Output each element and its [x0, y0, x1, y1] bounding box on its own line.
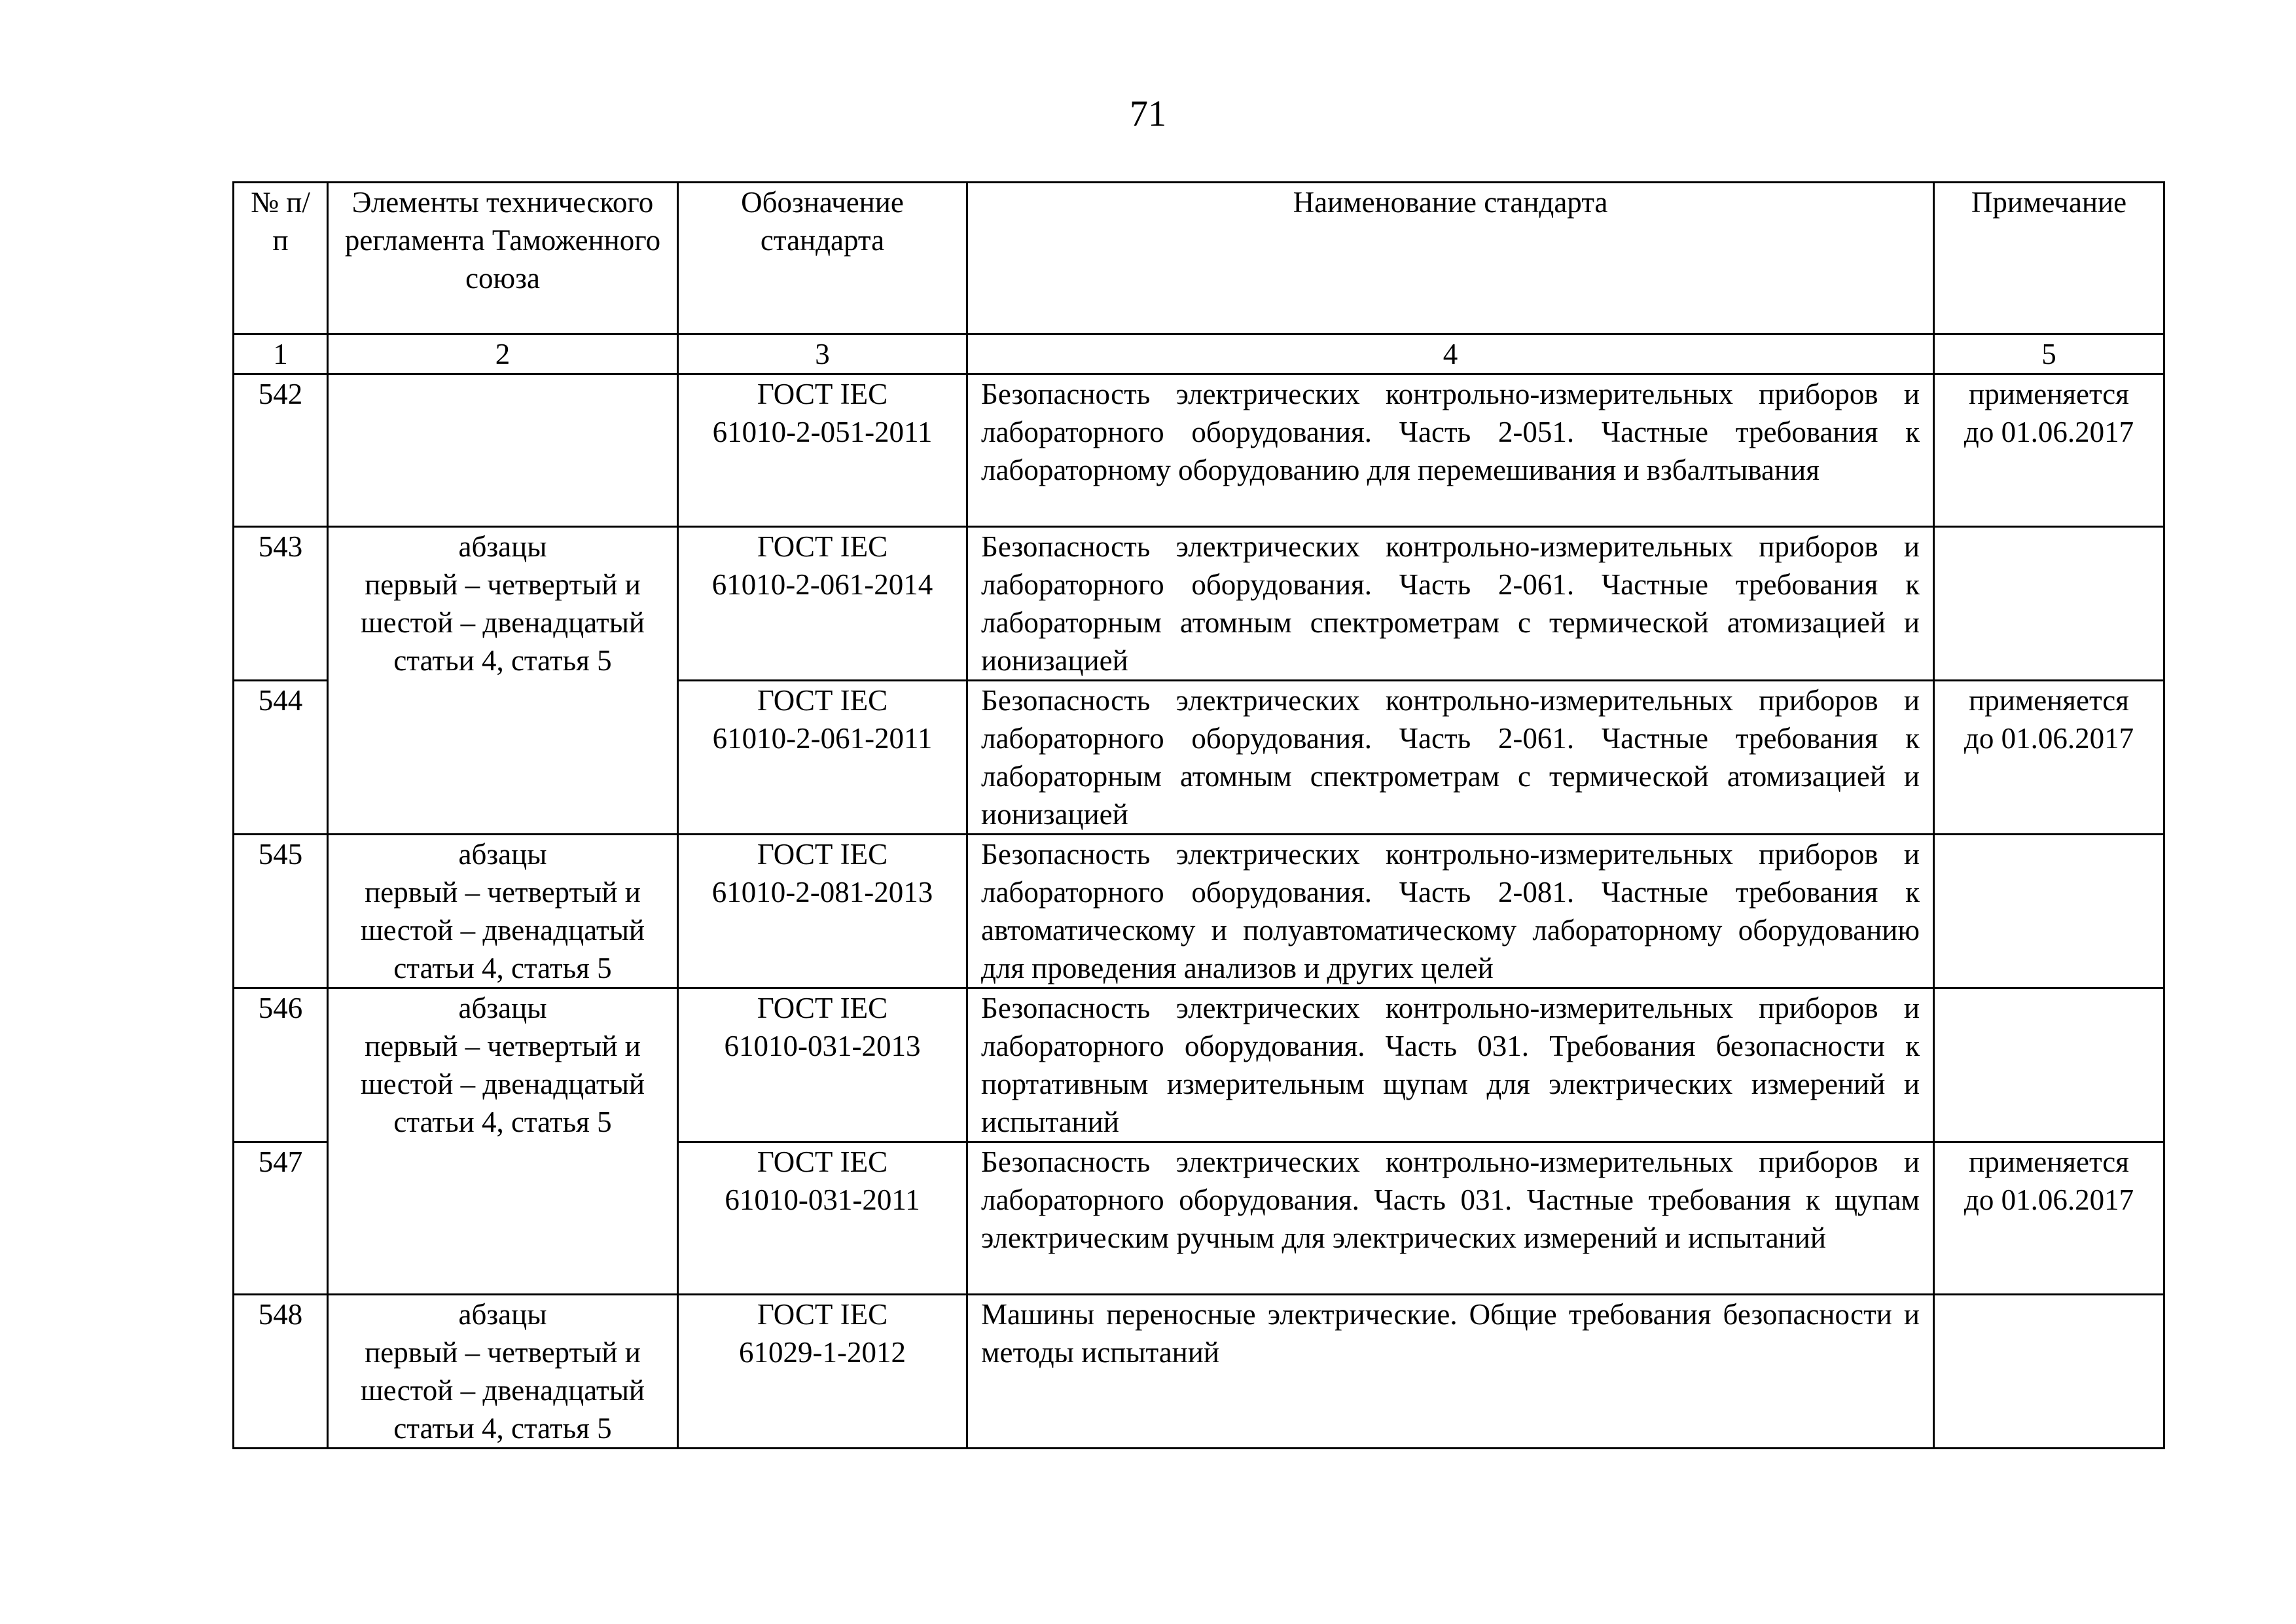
row-standard-name: Машины переносные электрические. Общие требования безопасности и методы испытаний [967, 1295, 1934, 1449]
row-standard-name: Безопасность электрических контрольно-измерительных приборов и лабораторного оборудования. Часть 031. Частные требования к щупам электрическим ручным для электрических измерений и испытаний [967, 1142, 1934, 1295]
header-number: № п/п [234, 183, 328, 334]
table-row [234, 835, 2164, 988]
row-designation: ГОСТ IEC 61010-2-061-2014 [678, 527, 967, 681]
row-designation: ГОСТ IEC 61010-031-2011 [678, 1142, 967, 1295]
row-number: 546 [234, 988, 328, 1142]
row-number: 544 [234, 681, 328, 835]
row-number: 548 [234, 1295, 328, 1449]
row-elements: абзацы первый – четвертый и шестой – двенадцатый статьи 4, статья 5 [328, 527, 678, 835]
page-number: 71 [1130, 94, 1166, 134]
row-standard-name: Безопасность электрических контрольно-измерительных приборов и лабораторного оборудования. Часть 031. Требования безопасности к портативным измерительным щупам для электрических измерений и испытаний [967, 988, 1934, 1142]
table-row [234, 1295, 2164, 1449]
standards-table [232, 181, 2165, 1449]
column-number: 4 [967, 334, 1934, 374]
header-row [234, 183, 2164, 334]
column-number: 5 [1934, 334, 2164, 374]
table-row [234, 374, 2164, 527]
row-elements: абзацы первый – четвертый и шестой – двенадцатый статьи 4, статья 5 [328, 835, 678, 988]
row-note [1934, 988, 2164, 1142]
column-number-row [234, 334, 2164, 374]
row-number: 543 [234, 527, 328, 681]
row-note [1934, 835, 2164, 988]
row-designation: ГОСТ IEC 61010-2-051-2011 [678, 374, 967, 527]
row-note: применяется до 01.06.2017 [1934, 1142, 2164, 1295]
row-note [1934, 527, 2164, 681]
row-designation: ГОСТ IEC 61010-2-061-2011 [678, 681, 967, 835]
table-row [234, 527, 2164, 681]
row-number: 542 [234, 374, 328, 527]
column-number: 1 [234, 334, 328, 374]
column-number: 3 [678, 334, 967, 374]
row-designation: ГОСТ IEC 61029-1-2012 [678, 1295, 967, 1449]
row-standard-name: Безопасность электрических контрольно-измерительных приборов и лабораторного оборудования. Часть 2-061. Частные требования к лабораторным атомным спектрометрам с термической атомизацией и ионизацией [967, 681, 1934, 835]
row-standard-name: Безопасность электрических контрольно-измерительных приборов и лабораторного оборудования. Часть 2-051. Частные требования к лабораторному оборудованию для перемешивания и взбалтывания [967, 374, 1934, 527]
header-designation: Обозначение стандарта [678, 183, 967, 334]
row-standard-name: Безопасность электрических контрольно-измерительных приборов и лабораторного оборудования. Часть 2-081. Частные требования к автоматическому и полуавтоматическому лабораторному оборудованию для проведения анализов и других целей [967, 835, 1934, 988]
row-note: применяется до 01.06.2017 [1934, 374, 2164, 527]
row-number: 545 [234, 835, 328, 988]
header-note: Примечание [1934, 183, 2164, 334]
header-name: Наименование стандарта [967, 183, 1934, 334]
row-designation: ГОСТ IEC 61010-2-081-2013 [678, 835, 967, 988]
row-elements: абзацы первый – четвертый и шестой – двенадцатый статьи 4, статья 5 [328, 988, 678, 1295]
row-elements: абзацы первый – четвертый и шестой – двенадцатый статьи 4, статья 5 [328, 1295, 678, 1449]
table-row [234, 988, 2164, 1142]
row-elements [328, 374, 678, 527]
row-number: 547 [234, 1142, 328, 1295]
header-elements: Элементы технического регламента Таможенного союза [328, 183, 678, 334]
row-standard-name: Безопасность электрических контрольно-измерительных приборов и лабораторного оборудования. Часть 2-061. Частные требования к лабораторным атомным спектрометрам с термической атомизацией и ионизацией [967, 527, 1934, 681]
column-number: 2 [328, 334, 678, 374]
row-note [1934, 1295, 2164, 1449]
row-note: применяется до 01.06.2017 [1934, 681, 2164, 835]
row-designation: ГОСТ IEC 61010-031-2013 [678, 988, 967, 1142]
